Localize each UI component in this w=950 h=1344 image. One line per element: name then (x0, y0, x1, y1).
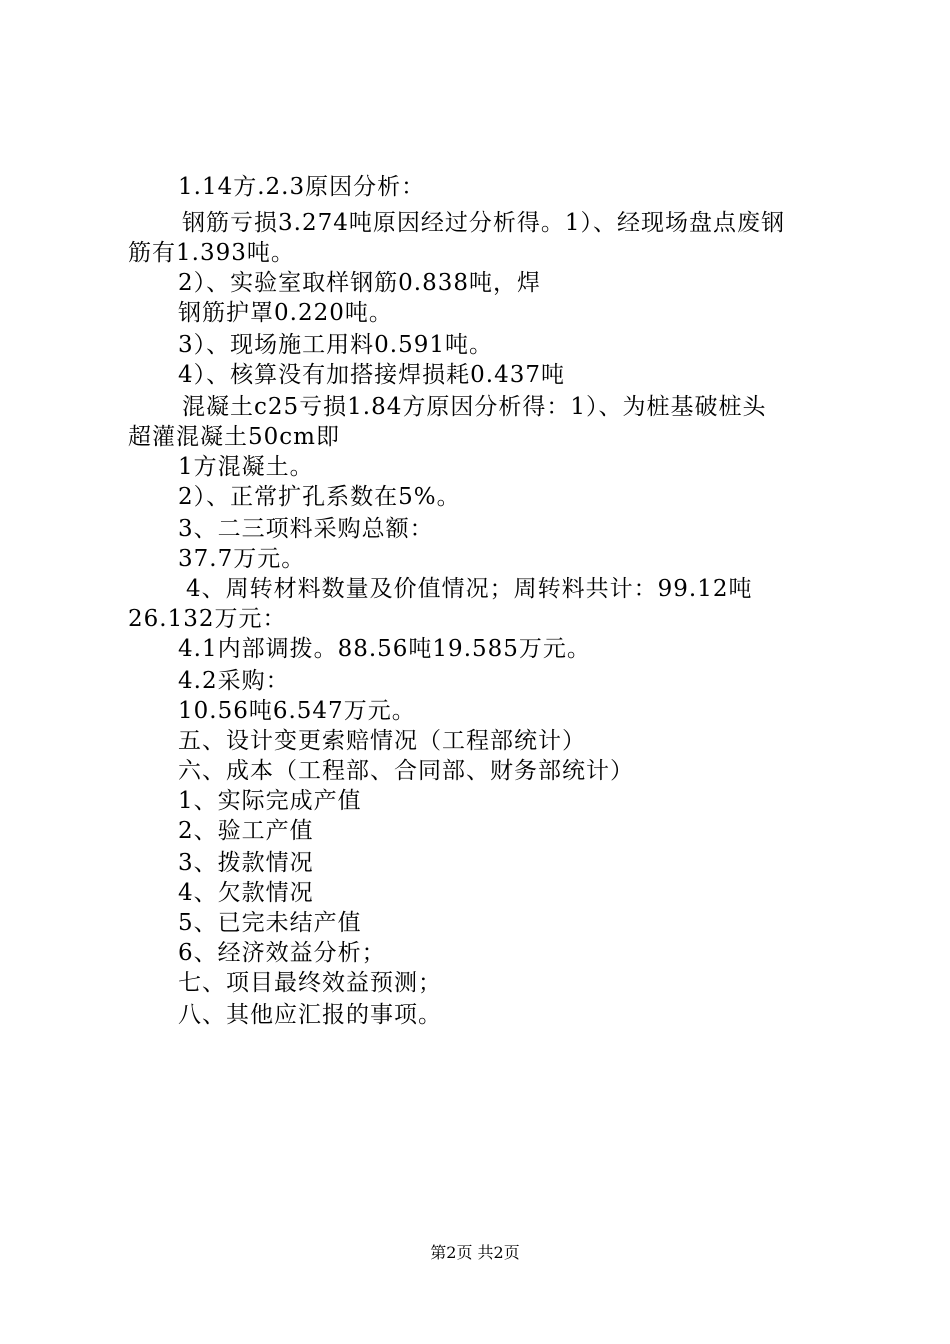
text-line: 五、设计变更索赔情况（工程部统计） (178, 728, 586, 754)
text-line: 3）、现场施工用料0.591吨。 (178, 332, 493, 358)
text-line: 10.56吨6.547万元。 (178, 698, 416, 724)
text-line: 4、周转材料数量及价值情况；周转料共计：99.12吨 (186, 576, 753, 602)
text-line: 3、拨款情况 (178, 850, 314, 876)
text-line: 4）、核算没有加搭接焊损耗0.437吨 (178, 362, 565, 388)
text-line: 26.132万元： (128, 606, 287, 632)
text-line: 4.1内部调拨。88.56吨19.585万元。 (178, 636, 591, 662)
text-line: 2）、实验室取样钢筋0.838吨，焊 (178, 270, 541, 296)
text-line: 37.7万元。 (178, 546, 306, 572)
text-line: 5、已完未结产值 (178, 910, 362, 936)
text-line: 4、欠款情况 (178, 880, 314, 906)
text-line: 2、验工产值 (178, 818, 314, 844)
text-line: 2）、正常扩孔系数在5%。 (178, 484, 461, 510)
text-line: 钢筋亏损3.274吨原因经过分析得。1）、经现场盘点废钢 (182, 210, 785, 236)
text-line: 6、经济效益分析； (178, 940, 386, 966)
text-line: 1、实际完成产值 (178, 788, 362, 814)
text-line: 钢筋护罩0.220吨。 (178, 300, 393, 326)
text-line: 筋有1.393吨。 (128, 240, 295, 266)
text-line: 六、成本（工程部、合同部、财务部统计） (178, 758, 634, 784)
page-number-footer: 第2页 共2页 (430, 1243, 520, 1262)
text-line: 超灌混凝土50cm即 (128, 424, 340, 450)
text-line: 3、二三项料采购总额： (178, 516, 434, 542)
text-line: 七、项目最终效益预测； (178, 970, 442, 996)
text-line: 1.14方.2.3原因分析： (178, 174, 426, 200)
text-line: 八、其他应汇报的事项。 (178, 1002, 442, 1028)
text-line: 4.2采购： (178, 668, 290, 694)
text-line: 混凝土c25亏损1.84方原因分析得：1）、为桩基破桩头 (182, 394, 767, 420)
text-line: 1方混凝土。 (178, 454, 314, 480)
